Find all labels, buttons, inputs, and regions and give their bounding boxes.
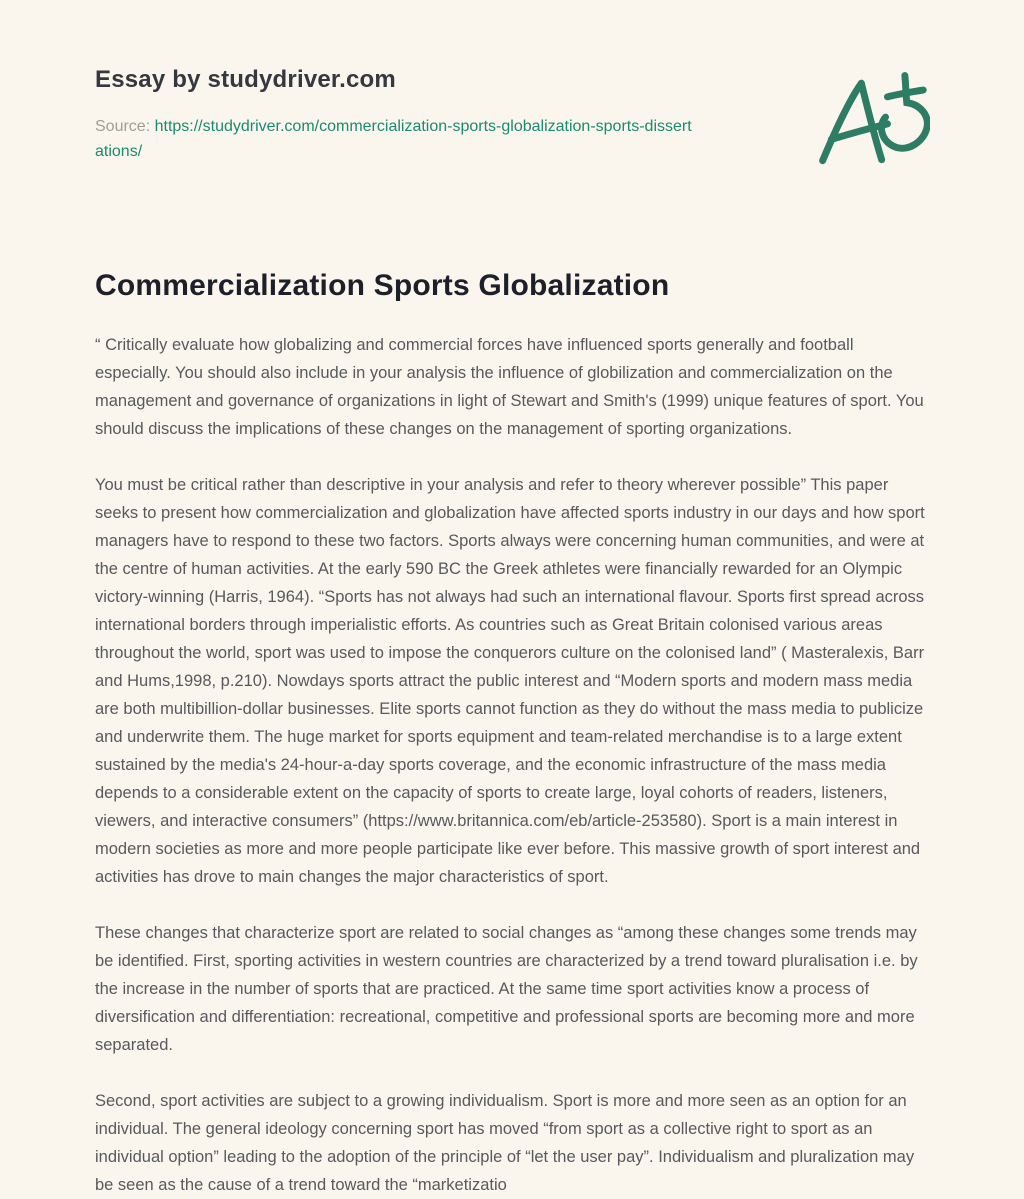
header bbox=[95, 58, 930, 177]
studydriver-logo bbox=[812, 70, 930, 177]
essay-body bbox=[95, 331, 930, 1199]
source-line bbox=[95, 114, 695, 164]
source-label: Source: bbox=[95, 118, 151, 135]
header-text-block bbox=[95, 58, 695, 164]
essay-paragraph: These changes that characterize sport are related to social changes as “among these changes some trends may be identified. First, sporting activities in western countries are characterized by a trend toward pluralisation i.e. by the increase in the number of sports that are practiced. At the same time sport activities know a process of diversification and differentiation: recreational, competitive and professional sports are becoming more and more separated. bbox=[95, 924, 918, 1054]
essay-title: Commercialization Sports Globalization bbox=[95, 269, 670, 302]
essay-by-heading: Essay by studydriver.com bbox=[95, 66, 396, 93]
essay-paragraph: Second, sport activities are subject to a growing individualism. Sport is more and more seen as an option for an individual. The general ideology concerning sport has moved “from sport as a collective right to sport as an individual option” leading to the adoption of the principle of “let the user pay”. Individualism and pluralization may be seen as the cause of a trend toward the “marketizatio bbox=[95, 1092, 915, 1194]
essay-paragraph: “ Critically evaluate how globalizing and commercial forces have influenced sports generally and football especially. You should also include in your analysis the influence of globilization and commercialization on the management and governance of organizations in light of Stewart and Smith's (1999) unique features of sport. You should discuss the implications of these changes on the management of sporting organizations. bbox=[95, 336, 924, 438]
source-link[interactable]: https://studydriver.com/commercialization-sports-globalization-sports-dissertations/ bbox=[95, 118, 692, 160]
a-plus-logo-icon bbox=[812, 70, 930, 172]
essay-paragraph: You must be critical rather than descriptive in your analysis and refer to theory wherever possible” This paper seeks to present how commercialization and globalization have affected sports industry in our days and how sport managers have to respond to these two factors. Sports always were concerning human communities, and were at the centre of human activities. At the early 590 BC the Greek athletes were financially rewarded for an Olympic victory-winning (Harris, 1964). “Sports has not always had such an international flavour. Sports first spread across international borders through imperialistic efforts. As countries such as Great Britain colonised various areas throughout the world, sport was used to impose the conquerors culture on the colonised land” ( Masteralexis, Barr and Hums,1998, p.210). Nowdays sports attract the public interest and “Modern sports and modern mass media are both multibillion-dollar businesses. Elite sports cannot function as they do without the mass media to publicize and underwrite them. The huge market for sports equipment and team-related merchandise is to a large extent sustained by the media's 24-hour-a-day sports coverage, and the economic infrastructure of the mass media depends to a considerable extent on the capacity of sports to create large, loyal cohorts of readers, listeners, viewers, and interactive consumers” (https://www.britannica.com/eb/article-253580). Sport is a main interest in modern societies as more and more people participate like ever before. This massive growth of sport interest and activities has drove to main changes the major characteristics of sport. bbox=[95, 476, 925, 886]
